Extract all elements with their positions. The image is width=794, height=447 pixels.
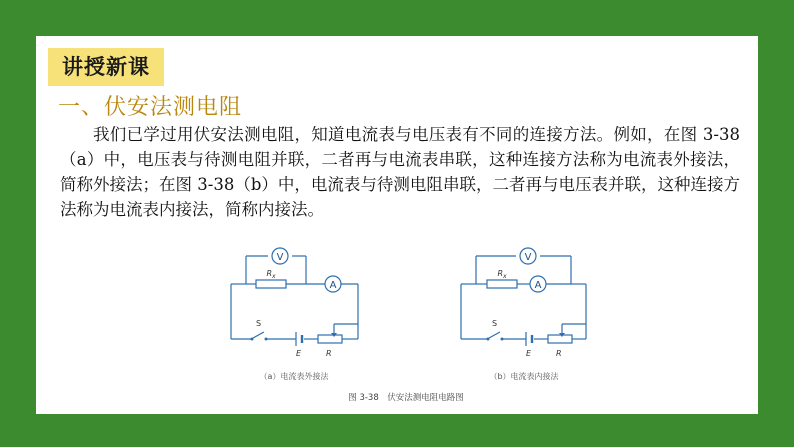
ammeter-b-label: A [534,280,542,291]
circuit-a-sublabel: （a）电流表外接法 [259,372,329,381]
switch-b-contact [501,338,504,341]
section-heading: 一、伏安法测电阻 [58,95,243,120]
resistor-a-label: $R_x$ [266,269,276,280]
rheostat-a [318,335,342,343]
battery-a-label: E [296,349,302,358]
body-paragraph: 我们已学过用伏安法测电阻，知道电流表与电压表有不同的连接方法。例如，在图 3-38（a）中，电压表与待测电阻并联，二者再与电流表串联，这种连接方法称为电流表外接法，简称外接法；在图 3-38（b）中，电流表与待测电阻串联，二者再与电压表并联，这种连接方法称为电流表内接法，简称内接法。 [60,125,740,219]
resistor-b-label: $R_x$ [497,269,507,280]
voltmeter-b-label: V [524,252,532,263]
figure-caption: 图 3-38 伏安法测电阻电路图 [348,393,464,403]
slide-card [36,36,758,414]
switch-a-lever [253,332,264,338]
voltmeter-a-label: V [276,252,284,263]
rheostat-a-label: R [326,349,332,358]
switch-a-label: S [256,319,262,328]
circuit-a [231,256,358,339]
circuit-b [461,256,586,339]
rheostat-b-label: R [556,349,562,358]
rheostat-b [548,335,572,343]
switch-a-contact [265,338,268,341]
battery-b-label: E [526,349,532,358]
section-tag: 讲授新课 [48,48,164,86]
circuit-figure [226,236,626,406]
circuit-b-sublabel: （b）电流表内接法 [489,372,559,381]
switch-b-label: S [492,319,498,328]
resistor-b [487,280,517,288]
resistor-a [256,280,286,288]
switch-b-lever [489,332,500,338]
ammeter-a-label: A [329,280,337,291]
